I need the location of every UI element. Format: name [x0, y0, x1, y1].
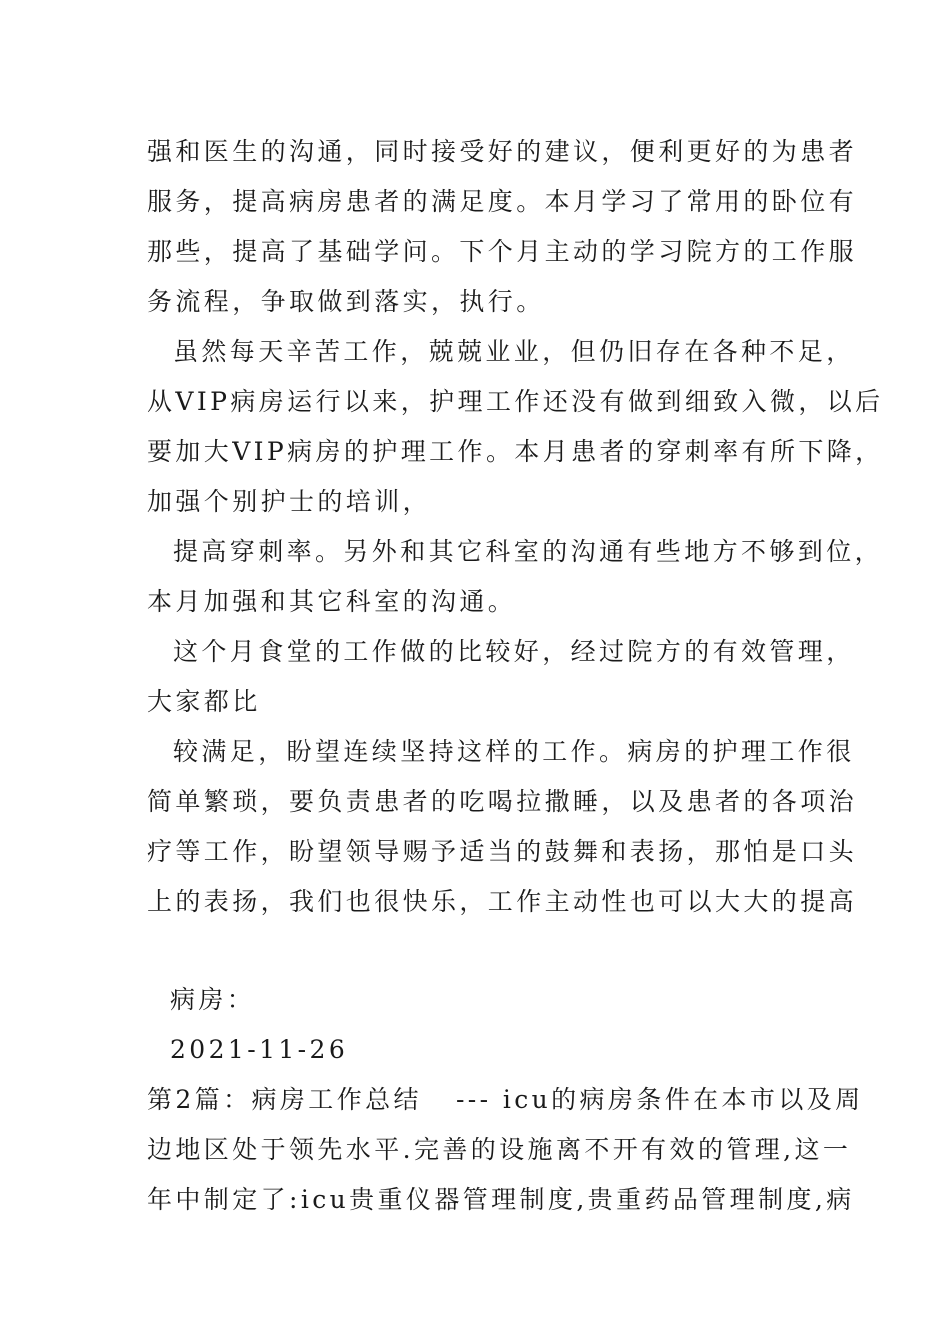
ward-label: 病房：	[170, 985, 256, 1014]
text-line: 边地区处于领先水平.完善的设施离不开有效的管理,这一	[147, 1135, 852, 1164]
text-line: 简单繁琐，要负责患者的吃喝拉撒睡，以及患者的各项治	[147, 787, 858, 816]
text-line: 务流程，争取做到落实，执行。	[147, 287, 545, 316]
text-line: 疗等工作，盼望领导赐予适当的鼓舞和表扬，那怕是口头	[147, 837, 858, 866]
text-line: 年中制定了:icu贵重仪器管理制度,贵重药品管理制度,病	[147, 1185, 855, 1214]
section-heading-line: 第2篇：病房工作总结 --- icu的病房条件在本市以及周	[147, 1085, 864, 1114]
paragraph-start-line: 虽然每天辛苦工作，兢兢业业，但仍旧存在各种不足，	[173, 337, 855, 366]
text-line: 上的表扬，我们也很快乐，工作主动性也可以大大的提高	[147, 887, 858, 916]
paragraph-start-line: 这个月食堂的工作做的比较好，经过院方的有效管理，	[173, 637, 855, 666]
text-line: 从VIP病房运行以来，护理工作还没有做到细致入微，以后	[147, 387, 884, 416]
text-line: 要加大VIP病房的护理工作。本月患者的穿刺率有所下降，	[147, 437, 884, 466]
text-line: 服务，提高病房患者的满足度。本月学习了常用的卧位有	[147, 187, 858, 216]
text-line: 大家都比	[147, 687, 261, 716]
text-line: 加强个别护士的培训，	[147, 487, 432, 516]
text-line: 强和医生的沟通，同时接受好的建议，便利更好的为患者	[147, 137, 858, 166]
paragraph-start-line: 较满足，盼望连续坚持这样的工作。病房的护理工作很	[173, 737, 855, 766]
paragraph-start-line: 提高穿刺率。另外和其它科室的沟通有些地方不够到位，	[173, 537, 884, 566]
date-line: 2021-11-26	[170, 1035, 349, 1064]
text-line: 本月加强和其它科室的沟通。	[147, 587, 517, 616]
text-line: 那些，提高了基础学问。下个月主动的学习院方的工作服	[147, 237, 858, 266]
